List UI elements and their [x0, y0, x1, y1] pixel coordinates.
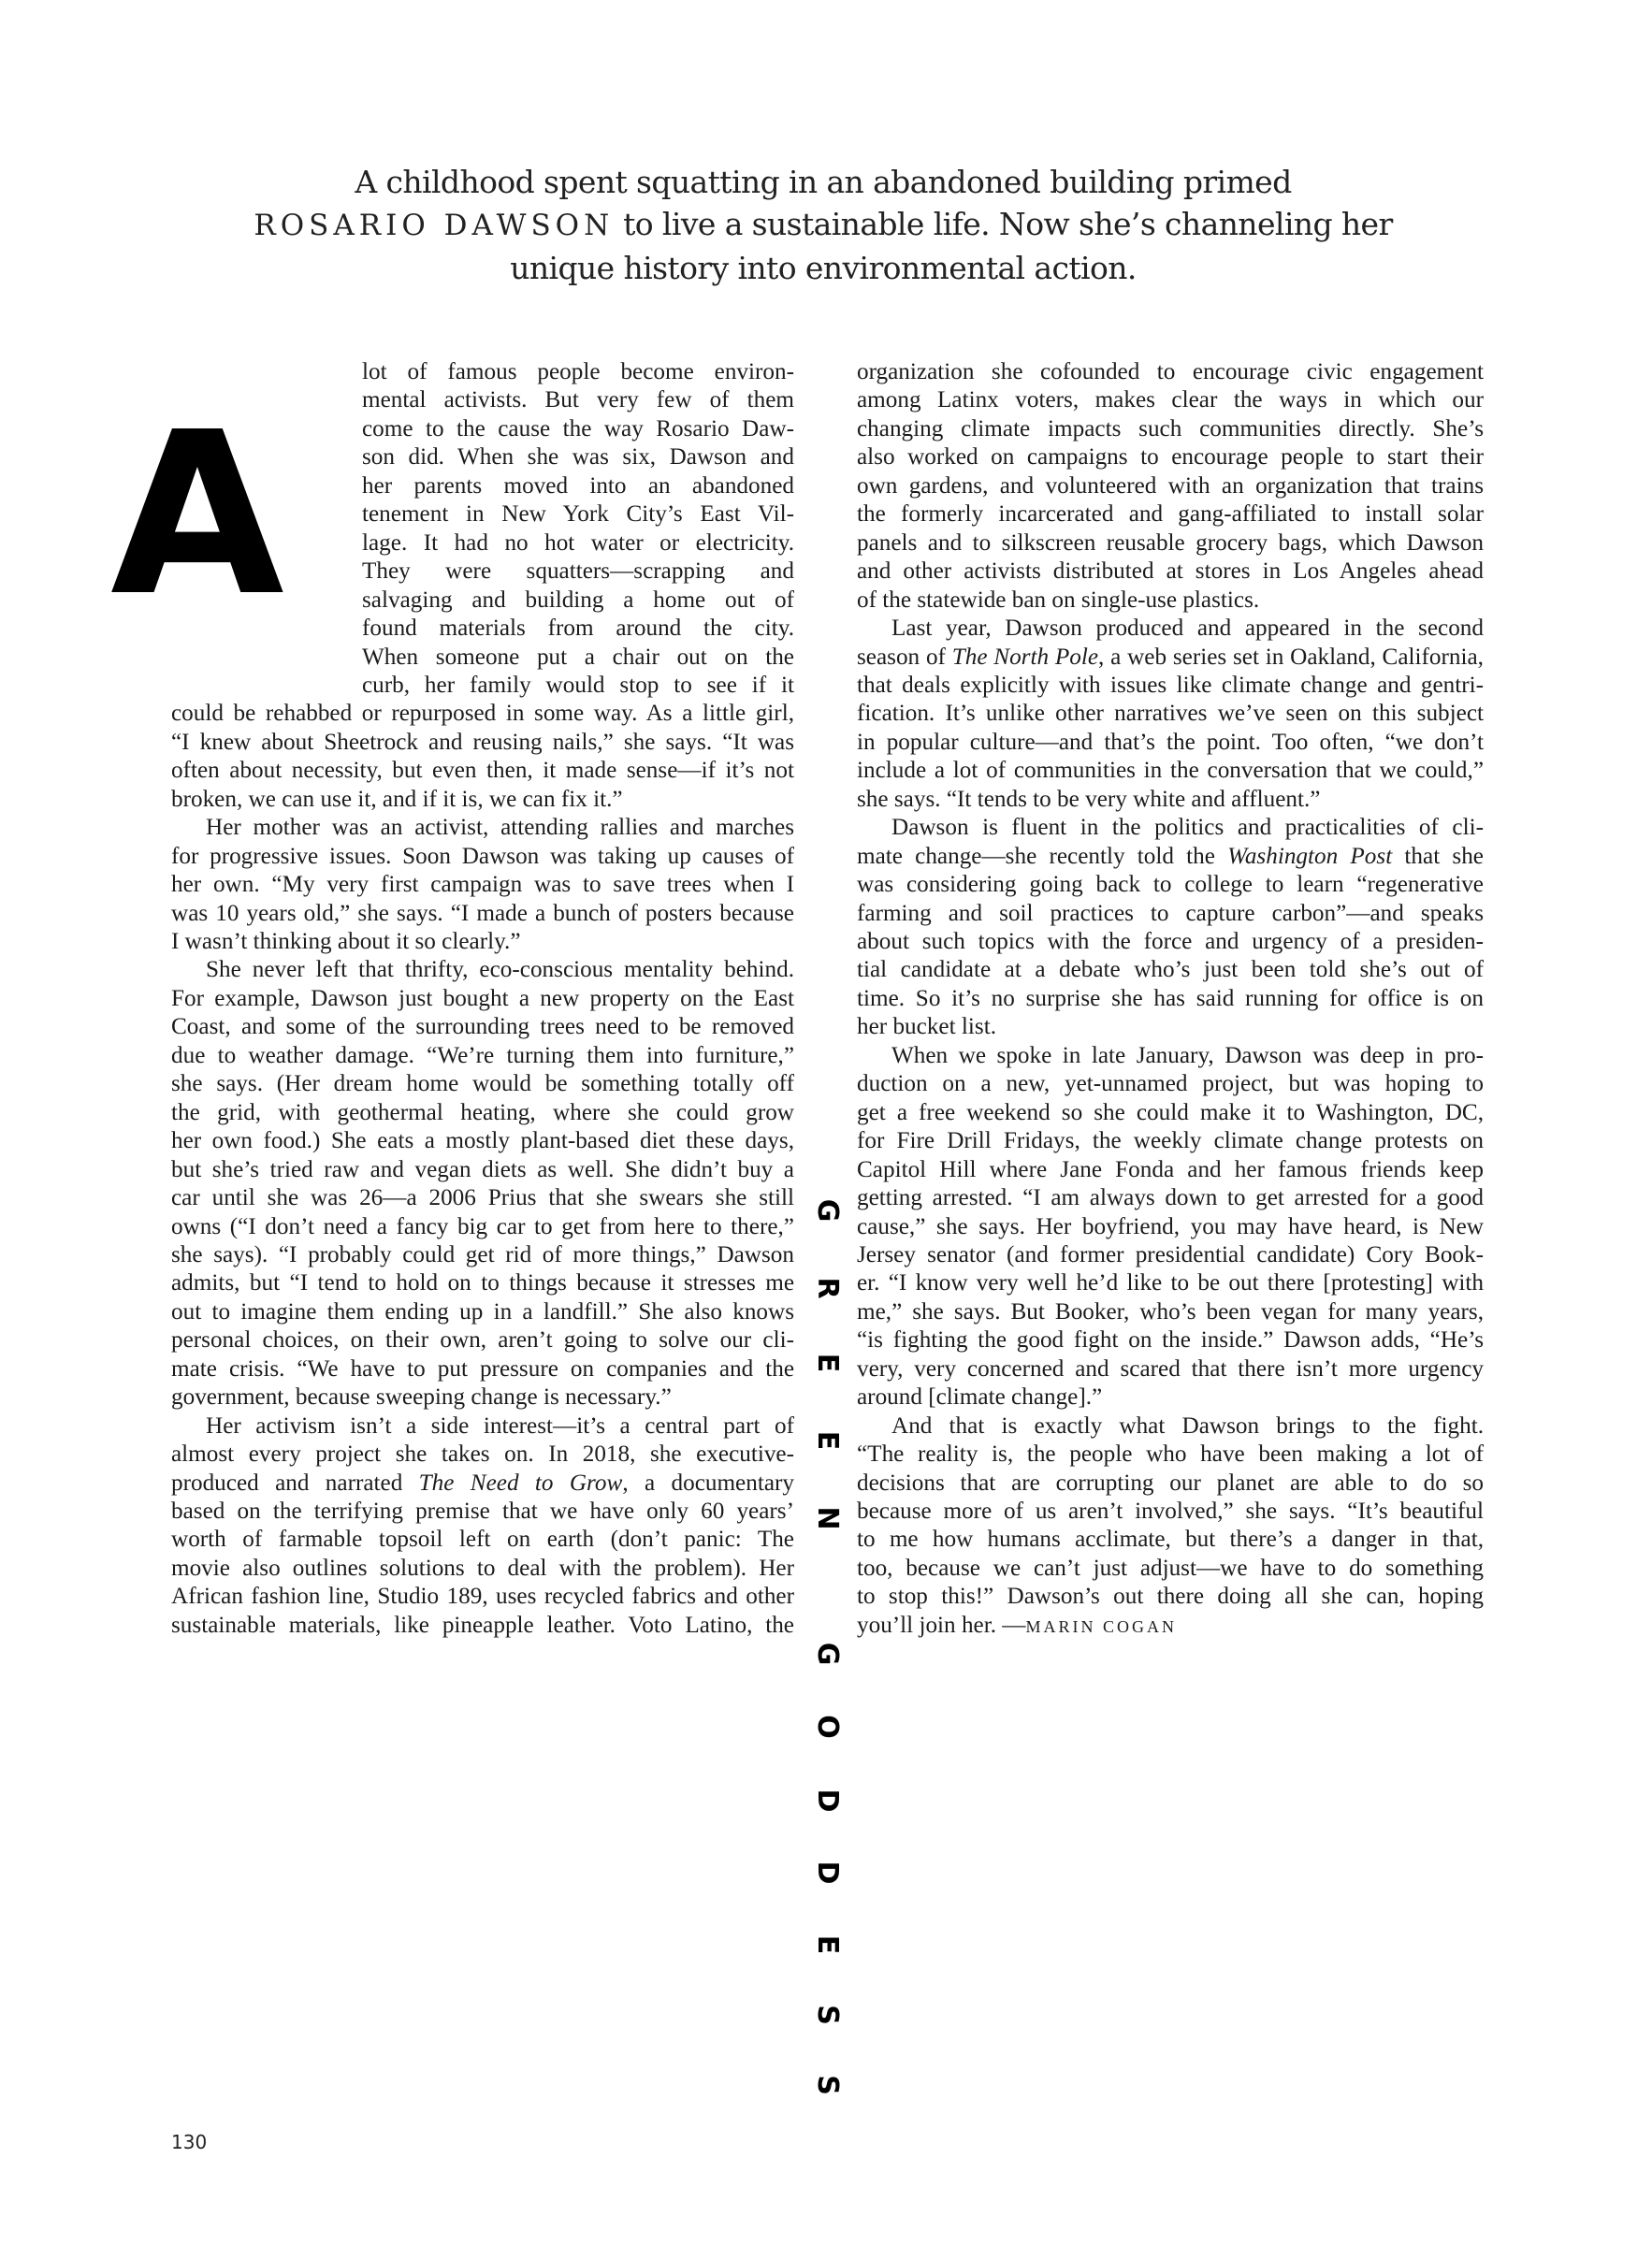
line-text: mate crisis. “We have to put pressure on companies and the	[171, 1355, 794, 1382]
body-line	[857, 985, 1484, 1013]
body-line	[171, 1298, 794, 1326]
line-text: Coast, and some of the surrounding trees need to be removed	[171, 1014, 794, 1040]
line-text: found materials from around the city.	[362, 616, 794, 642]
italic-title: Washington Post	[1227, 843, 1393, 869]
line-text: was considering going back to college to learn “regenerative	[857, 872, 1484, 898]
section-title-letter: E	[811, 1934, 844, 1955]
line-text: cause,” she says. Her boyfriend, you may have heard, is New	[857, 1213, 1484, 1239]
line-text: They were squatters—scrapping and	[362, 558, 794, 585]
body-line	[857, 1156, 1484, 1184]
line-text: organization she cofounded to encourage civic engagement	[857, 359, 1484, 384]
body-line	[171, 1470, 794, 1498]
line-text: for Fire Drill Fridays, the weekly climate change protests on	[857, 1128, 1484, 1154]
line-text: she says). “I probably could get rid of more things,” Dawson	[171, 1241, 794, 1267]
body-line	[362, 472, 794, 500]
line-text: about such topics with the force and urgency of a presiden-	[857, 929, 1484, 954]
line-text: er. “I know very well he’d like to be out there [protesting] with	[857, 1270, 1484, 1296]
section-title-letter: E	[811, 1353, 844, 1373]
body-line	[171, 1213, 794, 1241]
body-line	[857, 928, 1484, 956]
body-line	[362, 587, 794, 615]
line-text: often about necessity, but even then, it made sense—if it’s not	[171, 758, 794, 784]
body-line	[171, 1127, 794, 1155]
page-number: 130	[171, 2131, 208, 2153]
line-text: was 10 years old,” she says. “I made a bunch of posters because	[171, 900, 794, 926]
line-text: to me how humans acclimate, but there’s a danger in that,	[857, 1527, 1484, 1553]
line-text: she says. “It tends to be very white and affluent.”	[857, 786, 1321, 812]
line-text: time. So it’s no surprise she has said running for office is on	[857, 985, 1484, 1011]
line-text: car until she was 26—a 2006 Prius that she swears she still	[171, 1185, 794, 1211]
line-text: , a web series set in Oakland, California,	[1098, 644, 1484, 670]
line-text: worth of farmable topsoil left on earth (don’t panic: The	[171, 1527, 794, 1553]
section-title-letter: D	[811, 1789, 844, 1813]
body-line	[171, 757, 794, 785]
line-text: that she	[1392, 843, 1484, 869]
body-line	[171, 1241, 794, 1269]
body-line	[171, 871, 794, 899]
line-text: but she’s tried raw and vegan diets as well. She didn’t buy a	[171, 1156, 794, 1182]
line-text: She never left that thrifty, eco-conscious mentality behind.	[206, 957, 794, 983]
line-text: government, because sweeping change is necessary.”	[171, 1384, 672, 1411]
line-text: she says. (Her dream home would be something totally off	[171, 1071, 794, 1097]
line-text: for progressive issues. Soon Dawson was taking up causes of	[171, 843, 794, 869]
body-line	[857, 1269, 1484, 1297]
body-line	[857, 1013, 1484, 1041]
body-line	[171, 956, 794, 984]
body-line	[171, 1269, 794, 1297]
body-line	[362, 558, 794, 586]
line-text: When we spoke in late January, Dawson was deep in pro-	[891, 1042, 1484, 1068]
body-line	[171, 786, 794, 814]
body-line	[857, 415, 1484, 443]
body-line	[171, 1555, 794, 1583]
drop-cap: A	[110, 384, 284, 645]
body-line	[171, 700, 794, 728]
body-line	[857, 1526, 1484, 1554]
body-line	[171, 985, 794, 1013]
line-text: too, because we can’t just adjust—we have to do something	[857, 1555, 1484, 1581]
line-text: And that is exactly what Dawson brings to the fight.	[891, 1412, 1484, 1439]
line-text: owns (“I don’t need a fancy big car to get from here to there,”	[171, 1213, 794, 1239]
line-text: mate change—she recently told the	[857, 843, 1228, 869]
section-title-letter: G	[811, 1198, 844, 1223]
section-title-letter: D	[811, 1861, 844, 1885]
body-line	[362, 672, 794, 700]
line-text: produced and narrated	[171, 1470, 419, 1496]
line-text: Capitol Hill where Jane Fonda and her famous friends keep	[857, 1156, 1484, 1182]
body-line	[171, 1326, 794, 1354]
body-line	[857, 729, 1484, 757]
body-line	[857, 558, 1484, 586]
body-line	[171, 1412, 794, 1441]
line-text: season of	[857, 644, 952, 670]
section-title-letter: E	[811, 1430, 844, 1451]
body-line	[171, 1355, 794, 1383]
body-line	[857, 386, 1484, 414]
line-text: African fashion line, Studio 189, uses recycled fabrics and other	[171, 1584, 794, 1610]
line-text: and other activists distributed at stores in Los Angeles ahead	[857, 558, 1484, 585]
line-text: almost every project she takes on. In 2018, she executive-	[171, 1441, 794, 1468]
body-line	[171, 1184, 794, 1212]
body-line	[857, 672, 1484, 700]
line-text: me,” she says. But Booker, who’s been vegan for many years,	[857, 1298, 1484, 1325]
body-line	[857, 1470, 1484, 1498]
author-byline: MARIN COGAN	[1025, 1616, 1178, 1636]
line-text: For example, Dawson just bought a new property on the East	[171, 985, 794, 1011]
line-text: admits, but “I tend to hold on to things because it stresses me	[171, 1270, 794, 1296]
line-text: When someone put a chair out on the	[362, 644, 794, 670]
body-line	[857, 587, 1484, 615]
line-text: because more of us aren’t involved,” she says. “It’s beautiful	[857, 1499, 1484, 1524]
line-text: the formerly incarcerated and gang-affiliated to install solar	[857, 501, 1484, 528]
body-line	[362, 529, 794, 558]
line-text: lage. It had no hot water or electricity.	[362, 529, 794, 556]
body-line	[171, 928, 794, 956]
body-line	[857, 700, 1484, 728]
body-line	[857, 814, 1484, 842]
body-line	[171, 1441, 794, 1469]
body-line	[362, 500, 794, 529]
line-text: Her activism isn’t a side interest—it’s a central part of	[206, 1412, 794, 1439]
body-line	[857, 500, 1484, 529]
line-text: her bucket list.	[857, 1014, 996, 1040]
line-text: son did. When she was six, Dawson and	[362, 444, 794, 471]
line-text: of the statewide ban on single-use plastics.	[857, 587, 1260, 613]
body-line	[857, 529, 1484, 558]
line-text: I wasn’t thinking about it so clearly.”	[171, 929, 521, 954]
body-line	[857, 1355, 1484, 1383]
body-line	[857, 1498, 1484, 1526]
italic-title: The Need to Grow	[418, 1470, 623, 1496]
body-line	[171, 729, 794, 757]
body-line	[857, 871, 1484, 899]
body-line	[171, 900, 794, 928]
body-line	[857, 1213, 1484, 1241]
line-text: come to the cause the way Rosario Daw-	[362, 415, 794, 442]
body-line	[362, 615, 794, 643]
body-line	[857, 1127, 1484, 1155]
line-text: own gardens, and volunteered with an organization that trains	[857, 472, 1484, 499]
line-text: tial candidate at a debate who’s just been told she’s out of	[857, 957, 1484, 983]
body-line	[171, 1498, 794, 1526]
body-line	[857, 1241, 1484, 1269]
body-line	[857, 956, 1484, 984]
body-line	[857, 786, 1484, 814]
body-line	[857, 358, 1484, 386]
line-text: curb, her family would stop to see if it	[362, 672, 794, 698]
dek-line-3: unique history into environmental action.	[510, 250, 1137, 286]
line-text: include a lot of communities in the conversation that we could,”	[857, 758, 1484, 784]
line-text: duction on a new, yet-unnamed project, but was hoping to	[857, 1071, 1484, 1097]
body-line	[171, 1526, 794, 1554]
body-line	[171, 1612, 794, 1640]
body-line	[857, 900, 1484, 928]
line-text: get a free weekend so she could make it to Washington, DC,	[857, 1099, 1484, 1125]
line-text: her own. “My very first campaign was to save trees when I	[171, 872, 794, 898]
line-text: fication. It’s unlike other narratives we’ve seen on this subject	[857, 701, 1484, 727]
line-text: panels and to silkscreen reusable grocery bags, which Dawson	[857, 529, 1484, 556]
line-text: lot of famous people become environ-	[362, 359, 794, 384]
body-line	[171, 1583, 794, 1611]
body-line	[857, 1070, 1484, 1098]
line-text: broken, we can use it, and if it is, we can fix it.”	[171, 786, 623, 812]
body-line	[362, 358, 794, 386]
section-title-letter: N	[811, 1506, 844, 1530]
body-line	[171, 843, 794, 871]
body-line	[171, 814, 794, 842]
body-line	[171, 1099, 794, 1127]
section-title-letter: R	[811, 1277, 844, 1299]
line-text: “The reality is, the people who have been making a lot of	[857, 1441, 1484, 1468]
body-line	[857, 644, 1484, 672]
body-line	[171, 1383, 794, 1412]
subject-name: ROSARIO DAWSON	[254, 209, 615, 242]
section-title-letter: G	[811, 1642, 844, 1666]
line-text: her own food.) She eats a mostly plant-based diet these days,	[171, 1128, 794, 1154]
line-text: the grid, with geothermal heating, where she could grow	[171, 1099, 794, 1125]
body-line	[857, 1184, 1484, 1212]
line-text: in popular culture—and that’s the point. Too often, “we don’t	[857, 729, 1484, 755]
body-line	[362, 644, 794, 672]
body-line	[857, 1441, 1484, 1469]
line-text: you’ll join her. —	[857, 1612, 1026, 1638]
body-line	[857, 757, 1484, 785]
body-line	[857, 1042, 1484, 1070]
line-text: salvaging and building a home out of	[362, 587, 794, 613]
body-line	[857, 1099, 1484, 1127]
article-dek	[168, 161, 1478, 289]
body-line	[171, 1042, 794, 1070]
body-line	[857, 1612, 1484, 1640]
line-text: out to imagine them ending up in a landfill.” She also knows	[171, 1298, 794, 1325]
line-text: tenement in New York City’s East Vil-	[362, 501, 794, 528]
line-text: very, very concerned and scared that there isn’t more urgency	[857, 1355, 1484, 1382]
line-text: mental activists. But very few of them	[362, 387, 794, 413]
body-line	[857, 1412, 1484, 1441]
body-line	[857, 843, 1484, 871]
line-text: sustainable materials, like pineapple leather. Voto Latino, the	[171, 1612, 794, 1638]
line-text: personal choices, on their own, aren’t going to solve our cli-	[171, 1327, 794, 1354]
line-text: also worked on campaigns to encourage people to start their	[857, 444, 1484, 471]
body-line	[857, 1583, 1484, 1611]
line-text: that deals explicitly with issues like climate change and gentri-	[857, 672, 1484, 698]
dek-line-2	[168, 203, 1478, 247]
line-text: Last year, Dawson produced and appeared in the second	[891, 616, 1484, 642]
body-line	[857, 1555, 1484, 1583]
line-text: Dawson is fluent in the politics and practicalities of cli-	[891, 815, 1484, 841]
line-text: based on the terrifying premise that we have only 60 years’	[171, 1499, 794, 1524]
line-text: around [climate change].”	[857, 1384, 1103, 1411]
line-text: among Latinx voters, makes clear the ways in which our	[857, 387, 1484, 413]
line-text: to stop this!” Dawson’s out there doing all she can, hoping	[857, 1584, 1484, 1610]
body-line	[857, 1383, 1484, 1412]
body-line	[857, 443, 1484, 471]
line-text: Jersey senator (and former presidential candidate) Cory Book-	[857, 1241, 1484, 1267]
body-line	[171, 1156, 794, 1184]
section-title-letter: O	[811, 1715, 844, 1739]
line-text: movie also outlines solutions to deal with the problem). Her	[171, 1555, 794, 1581]
line-text: her parents moved into an abandoned	[362, 472, 794, 499]
dek-line-2-rest: to live a sustainable life. Now she’s channeling her	[614, 206, 1393, 242]
line-text: could be rehabbed or repurposed in some way. As a little girl,	[171, 701, 794, 727]
line-text: getting arrested. “I am always down to get arrested for a good	[857, 1185, 1484, 1211]
body-line	[362, 443, 794, 471]
section-title-letter: S	[811, 2075, 844, 2095]
body-line	[171, 1070, 794, 1098]
body-line	[857, 1298, 1484, 1326]
italic-title: The North Pole	[951, 644, 1099, 670]
line-text: changing climate impacts such communities directly. She’s	[857, 415, 1484, 442]
dek-line-1: A childhood spent squatting in an abandoned building primed	[355, 164, 1292, 200]
body-line	[857, 1326, 1484, 1354]
body-line	[171, 1013, 794, 1041]
section-title-letter: S	[811, 2005, 844, 2025]
line-text: due to weather damage. “We’re turning them into furniture,”	[171, 1042, 794, 1068]
body-line	[857, 615, 1484, 643]
body-line	[857, 472, 1484, 500]
line-text: farming and soil practices to capture carbon”—and speaks	[857, 900, 1484, 926]
line-text: Her mother was an activist, attending rallies and marches	[206, 815, 794, 841]
line-text: , a documentary	[622, 1470, 794, 1496]
line-text: “is fighting the good fight on the inside.” Dawson adds, “He’s	[857, 1327, 1484, 1354]
body-line	[362, 415, 794, 443]
body-line	[362, 386, 794, 414]
line-text: decisions that are corrupting our planet are able to do so	[857, 1470, 1484, 1496]
line-text: “I knew about Sheetrock and reusing nails,” she says. “It was	[171, 729, 794, 755]
